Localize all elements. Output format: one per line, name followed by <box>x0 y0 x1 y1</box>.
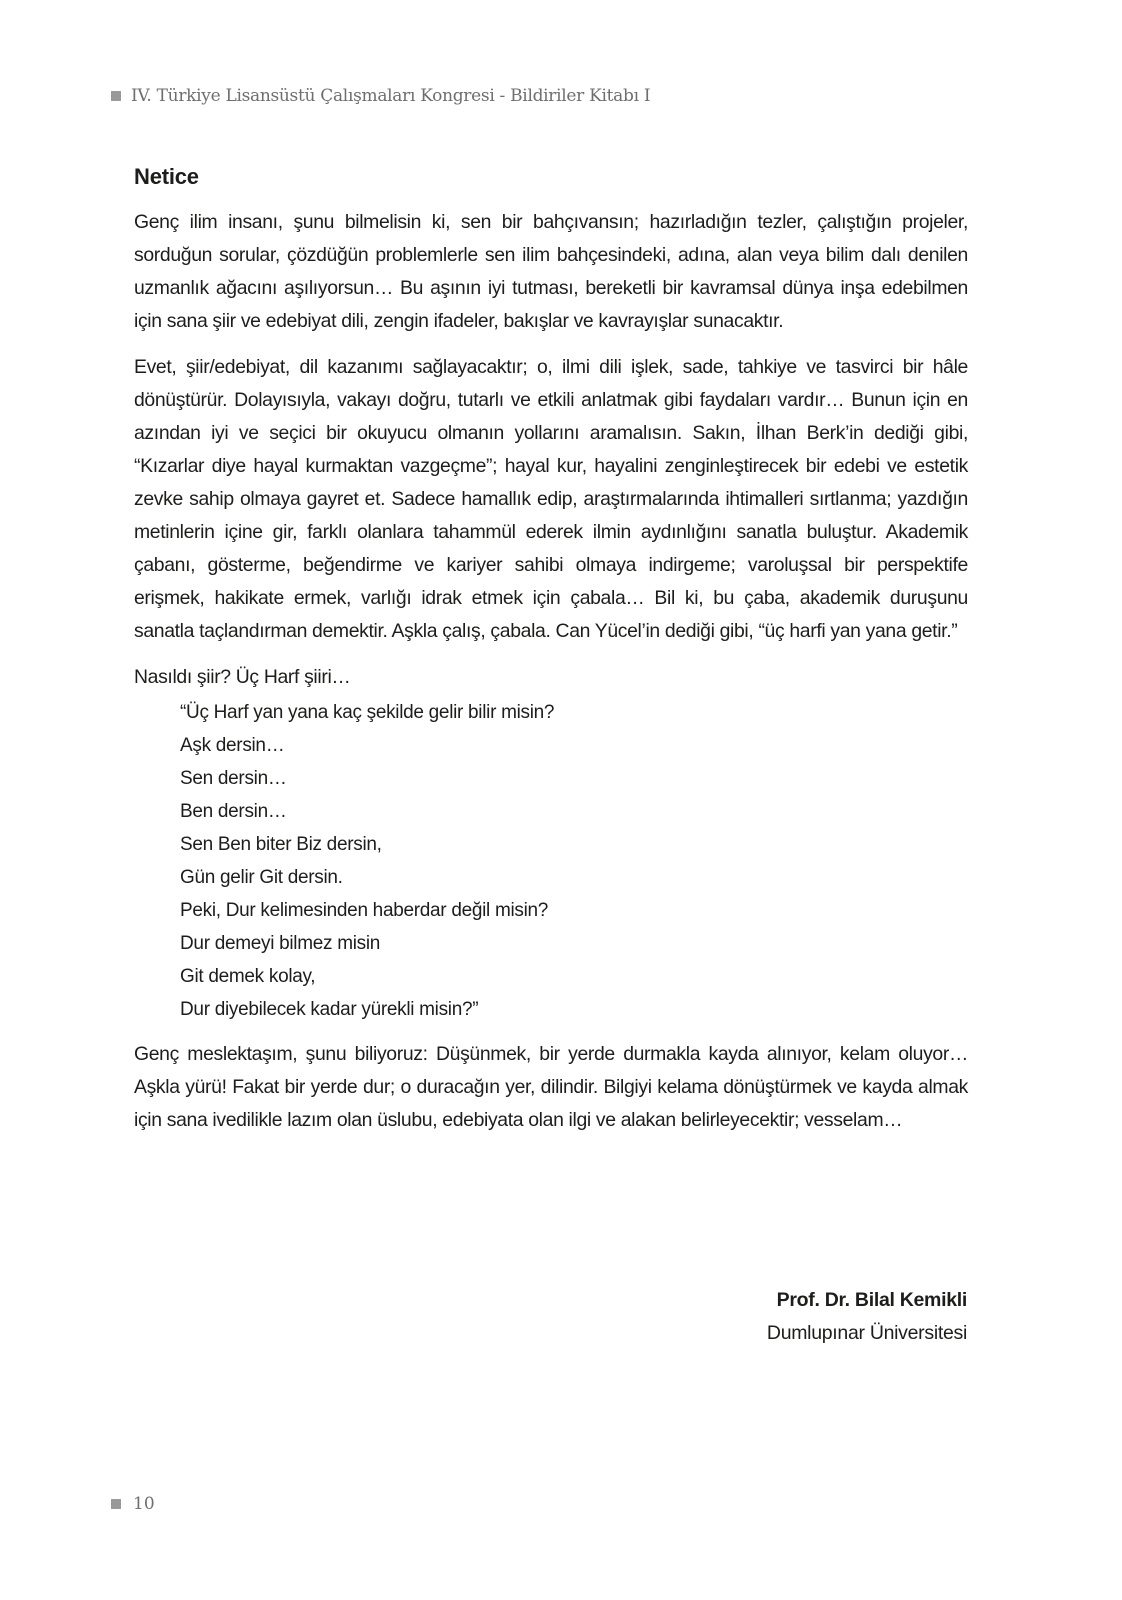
poem-line: Dur demeyi bilmez misin <box>180 933 381 954</box>
poem-line: Dur diyebilecek kadar yürekli misin?” <box>180 999 479 1020</box>
running-title: IV. Türkiye Lisansüstü Çalışmaları Kongresi - Bildiriler Kitabı I <box>131 86 651 106</box>
poem-block <box>180 696 968 1026</box>
author-name: Prof. Dr. Bilal Kemikli <box>776 1289 967 1311</box>
page-number: 10 <box>133 1494 155 1514</box>
poem-line: Sen Ben biter Biz dersin, <box>180 834 382 855</box>
poem-line: “Üç Harf yan yana kaç şekilde gelir bilir misin? <box>180 702 555 723</box>
paragraph: Genç ilim insanı, şunu bilmelisin ki, sen bir bahçıvansın; hazırladığın tezler, çalıştığın projeler, sorduğun sorular, çözdüğün problemlerle sen ilim bahçesindeki, adına, alan veya bilim dalı denilen uzmanlık ağacını aşılıyorsun… Bu aşının iyi tutması, bereketli bir kavramsal dünya inşa edebilmen için sana şiir ve edebiyat dili, zengin ifadeler, bakışlar ve kavrayışlar sunacaktır. <box>134 211 968 332</box>
poem-line: Ben dersin… <box>180 801 287 822</box>
poem-line: Git demek kolay, <box>180 966 316 987</box>
author-signature <box>767 1284 967 1350</box>
article-body <box>134 160 968 1150</box>
poem-line: Gün gelir Git dersin. <box>180 867 343 888</box>
section-title: Netice <box>134 164 199 189</box>
poem-line: Sen dersin… <box>180 768 287 789</box>
running-header <box>111 86 650 106</box>
page-footer <box>111 1494 155 1514</box>
author-affiliation: Dumlupınar Üniversitesi <box>766 1322 967 1344</box>
square-bullet-icon <box>111 1499 121 1509</box>
paragraph: Genç meslektaşım, şunu biliyoruz: Düşünmek, bir yerde durmakla kayda alınıyor, kelam oluyor… Aşkla yürü! Fakat bir yerde dur; o duracağın yer, dilindir. Bilgiyi kelama dönüştürmek ve kayda almak için sana ivedilikle lazım olan üslubu, edebiyata olan ilgi ve alakan belirleyecektir; vesselam… <box>134 1043 968 1131</box>
paragraph: Evet, şiir/edebiyat, dil kazanımı sağlayacaktır; o, ilmi dili işlek, sade, tahkiye ve tasvirci bir hâle dönüştürür. Dolayısıyla, vakayı doğru, tutarlı ve etkili anlatmak gibi faydaları vardır… Bunun için en azından iyi ve seçici bir okuyucu olmanın yollarını aramalısın. Sakın, İlhan Berk’in dediği gibi, “Kızarlar diye hayal kurmaktan vazgeçme”; hayal kur, hayalini zenginleştirecek bir edebi ve estetik zevke sahip olmaya gayret et. Sadece hamallık edip, araştırmalarında ihtimalleri sırtlanma; yazdığın metinlerin içine gir, farklı olanlara tahammül ederek ilmin aydınlığını sanatla buluştur. Akademik çabanı, gösterme, beğendirme ve kariyer sahibi olmaya indirgeme; varoluşsal bir perspektife erişmek, hakikate ermek, varlığı idrak etmek için çabala… Bil ki, bu çaba, akademik duruşunu sanatla taçlandırman demektir. Aşkla çalış, çabala. Can Yücel’in dediği gibi, “üç harfi yan yana getir.” <box>134 356 968 642</box>
poem-line: Aşk dersin… <box>180 735 285 756</box>
poem-intro: Nasıldı şiir? Üç Harf şiiri… <box>134 666 351 688</box>
square-bullet-icon <box>111 91 121 101</box>
poem-line: Peki, Dur kelimesinden haberdar değil misin? <box>180 900 549 921</box>
